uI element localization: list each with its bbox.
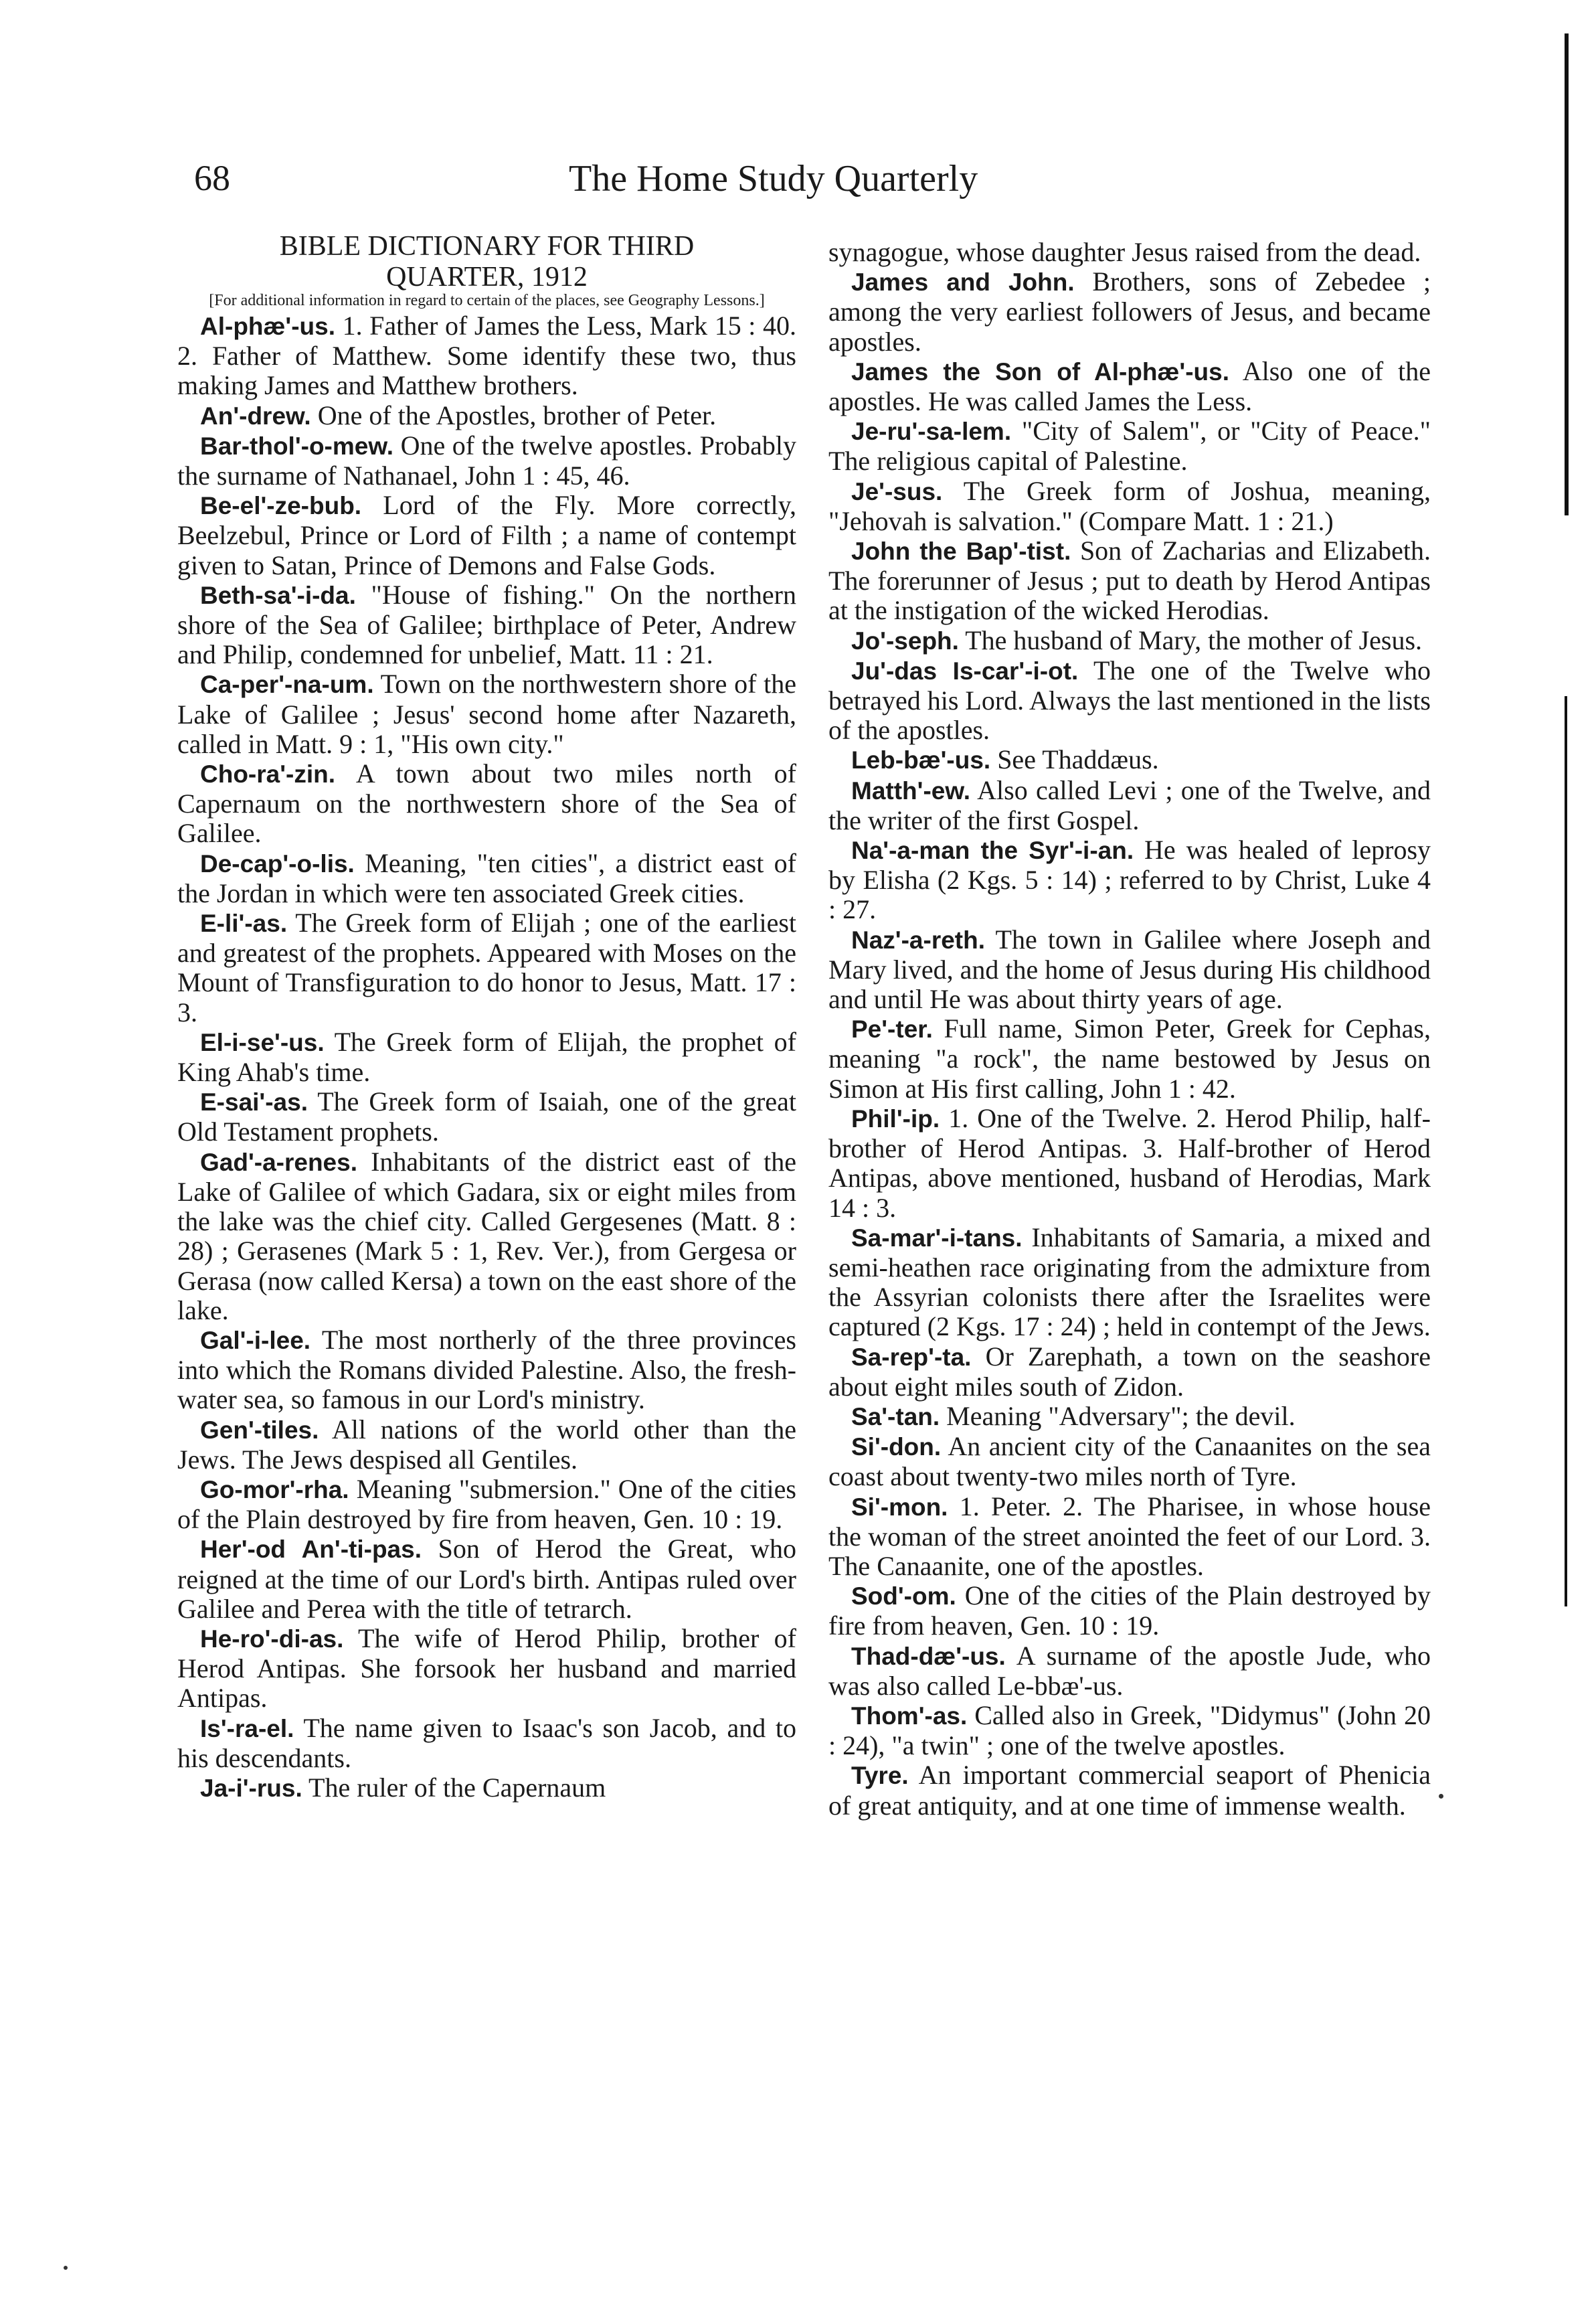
dictionary-entry: [177, 580, 796, 670]
dictionary-entry: [828, 536, 1431, 626]
entry-definition: Son of Zacharias and Elizabeth. The forerunner of Jesus ; put to death by Herod Antipas at the instigation of the wicked Herodias.: [828, 535, 1431, 626]
entry-headword: Pe'-ter.: [851, 1015, 933, 1044]
dictionary-entry: [828, 1701, 1431, 1760]
dictionary-title-line2: QUARTER, 1912: [386, 262, 588, 293]
entry-definition: Town on the northwestern shore of the Lake of Galilee ; Jesus' second home after Nazareth, called in Matt. 9 : 1, "His own city.": [177, 669, 796, 759]
entry-definition: The name given to Isaac's son Jacob, and to his descendants.: [177, 1712, 796, 1773]
dictionary-entry: [177, 1415, 796, 1475]
entry-headword: Thad-dæ'-us.: [851, 1642, 1006, 1670]
entry-definition: The most northerly of the three provinces into which the Romans divided Palestine. Also, the fresh-water sea, so famous in our Lord's ministry.: [177, 1324, 796, 1415]
entry-definition: One of the Apostles, brother of Peter.: [317, 400, 717, 430]
dictionary-entry: [828, 1104, 1431, 1223]
entry-definition: The Greek form of Isaiah, one of the great Old Testament prophets.: [177, 1086, 797, 1147]
dictionary-entry: [177, 1714, 796, 1773]
running-head: The Home Study Quarterly: [569, 158, 978, 199]
entry-headword: Bar-thol'-o-mew.: [200, 432, 394, 460]
right-column: [828, 238, 1431, 1821]
entry-headword: De-cap'-o-lis.: [200, 849, 355, 878]
dictionary-entry: [828, 835, 1431, 925]
entry-definition: 1. Father of James the Less, Mark 15 : 40. 2. Father of Matthew. Some identify these two, thus making James and Matthew brothers.: [177, 311, 796, 401]
entry-definition: The wife of Herod Philip, brother of Herod Antipas. She forsook her husband and married Antipas.: [177, 1623, 796, 1714]
dictionary-entry: [177, 1147, 796, 1325]
dictionary-entry: [828, 656, 1431, 746]
entry-headword: Her'-od An'-ti-pas.: [200, 1536, 422, 1564]
dictionary-entry: [828, 1014, 1431, 1104]
entry-definition: "City of Salem", or "City of Peace." The religious capital of Palestine.: [828, 416, 1431, 477]
entry-definition: 1. Peter. 2. The Pharisee, in whose house the woman of the street anointed the feet of our Lord. 3. The Canaanite, one of the apostles.: [828, 1491, 1431, 1581]
entry-headword: El-i-se'-us.: [200, 1028, 325, 1056]
entry-headword: Je'-sus.: [851, 477, 943, 505]
dictionary-entry: [828, 745, 1431, 775]
entry-headword: Ca-per'-na-um.: [200, 671, 374, 699]
entry-definition: Meaning "submersion." One of the cities of the Plain destroyed by fire from heaven, Gen. 10 : 19.: [177, 1473, 796, 1535]
entry-definition: Inhabitants of the district east of the Lake of Galilee of which Gadara, six or eight miles from the lake was the chief city. Called Gergesenes (Matt. 8 : 28) ; Gerasenes (Mark 5 : 1, Rev. Ver.), from Gergesa or Gerasa (now called Kersa) a town on the east shore of the lake.: [177, 1146, 797, 1325]
dictionary-entry: [177, 311, 796, 401]
entry-headword: Matth'-ew.: [851, 776, 971, 805]
entry-headword: Sa'-tan.: [851, 1402, 940, 1430]
entry-definition: Full name, Simon Peter, Greek for Cephas, meaning "a rock", the name bestowed by Jesus on Simon at His first calling, John 1 : 42.: [828, 1013, 1431, 1104]
dictionary-entry: [177, 1624, 796, 1714]
entry-headword: Go-mor'-rha.: [200, 1475, 349, 1503]
dictionary-entry: [828, 925, 1431, 1015]
left-column: [177, 231, 796, 1803]
entry-definition: An ancient city of the Canaanites on the sea coast about twenty-two miles north of Tyre.: [828, 1431, 1431, 1492]
print-speck: [64, 2266, 68, 2270]
dictionary-entry: [177, 401, 796, 431]
entry-headword: Ju'-das Is-car'-i-ot.: [851, 657, 1079, 685]
entry-headword: John the Bap'-tist.: [851, 537, 1071, 566]
entry-definition: See Thaddæus.: [997, 744, 1159, 775]
entry-definition: Inhabitants of Samaria, a mixed and semi-heathen race originating from the admixture from the Assyrian colonists there after the Israelites were captured (2 Kgs. 17 : 24) ; held in contempt of the Jews.: [828, 1222, 1431, 1342]
dictionary-entry: [177, 491, 796, 580]
page-number: 68: [194, 158, 230, 198]
dictionary-entry: [828, 1342, 1431, 1402]
dictionary-entry: [177, 1027, 796, 1087]
entry-definition: The one of the Twelve who betrayed his Lord. Always the last mentioned in the lists of the apostles.: [828, 655, 1431, 746]
entry-definition: "House of fishing." On the northern shore of the Sea of Galilee; birthplace of Peter, Andrew and Philip, condemned for unbelief, Matt. 11 : 21.: [177, 579, 796, 670]
entry-headword: An'-drew.: [200, 402, 311, 430]
dictionary-entry: [828, 357, 1431, 416]
entry-definition: He was healed of leprosy by Elisha (2 Kgs. 5 : 14) ; referred to by Christ, Luke 4 : 27.: [828, 835, 1431, 925]
entry-headword: James the Son of Al-phæ'-us.: [851, 357, 1229, 386]
entry-definition: The husband of Mary, the mother of Jesus.: [965, 625, 1423, 655]
entry-headword: Phil'-ip.: [851, 1104, 940, 1133]
entry-headword: Leb-bæ'-us.: [851, 746, 991, 774]
entry-definition: The Greek form of Joshua, meaning, "Jehovah is salvation." (Compare Matt. 1 : 21.): [828, 475, 1431, 536]
entry-headword: Tyre.: [851, 1762, 909, 1790]
entry-headword: Naz'-a-reth.: [851, 926, 985, 954]
entry-headword: Jo'-seph.: [851, 627, 959, 655]
dictionary-entry: [828, 1432, 1431, 1491]
dictionary-entry-continued: [828, 238, 1431, 267]
entry-headword: Gad'-a-renes.: [200, 1148, 357, 1176]
entry-headword: Na'-a-man the Syr'-i-an.: [851, 837, 1134, 865]
dictionary-entry: [828, 1223, 1431, 1342]
dictionary-entry: [828, 1402, 1431, 1432]
entry-definition: Son of Herod the Great, who reigned at the time of our Lord's birth. Antipas ruled over Galilee and Perea with the title of tetrarch.: [177, 1533, 797, 1624]
dictionary-entry: [177, 1325, 796, 1415]
entry-definition: One of the twelve apostles. Probably the surname of Nathanael, John 1 : 45, 46.: [177, 430, 797, 491]
entry-definition: Lord of the Fly. More correctly, Beelzebul, Prince or Lord of Filth ; a name of contempt given to Satan, Prince of Demons and False Gods.: [177, 490, 797, 580]
dictionary-entry: [177, 669, 796, 759]
entry-definition: Meaning, "ten cities", a district east of the Jordan in which were ten associated Greek cities.: [177, 847, 797, 908]
entry-definition: 1. One of the Twelve. 2. Herod Philip, half-brother of Herod Antipas. 3. Half-brother of Herod Antipas, above mentioned, husband of Herodias, Mark 14 : 3.: [828, 1102, 1431, 1223]
entry-headword: Ja-i'-rus.: [200, 1774, 302, 1802]
entry-definition: Or Zarephath, a town on the seashore about eight miles south of Zidon.: [828, 1341, 1431, 1402]
entry-definition: synagogue, whose daughter Jesus raised from the dead.: [828, 237, 1421, 267]
entry-headword: Sod'-om.: [851, 1582, 956, 1610]
entry-definition: One of the cities of the Plain destroyed by fire from heaven, Gen. 10 : 19.: [828, 1580, 1431, 1641]
entry-headword: Je-ru'-sa-lem.: [851, 418, 1012, 446]
entry-headword: James and John.: [851, 268, 1075, 297]
entry-definition: The Greek form of Elijah ; one of the earliest and greatest of the prophets. Appeared with Moses on the Mount of Transfiguration to do honor to Jesus, Matt. 17 : 3.: [177, 908, 797, 1027]
entry-definition: The Greek form of Elijah, the prophet of King Ahab's time.: [177, 1026, 796, 1088]
entry-headword: Sa-mar'-i-tans.: [851, 1224, 1023, 1252]
dictionary-entry: [177, 1087, 796, 1147]
page-edge-rule-lower: [1565, 696, 1567, 1606]
entry-headword: Be-el'-ze-bub.: [200, 492, 362, 520]
dictionary-note: [For additional information in regard to certain of the places, see Geography Lessons.]: [209, 292, 765, 309]
dictionary-entry: [828, 776, 1431, 835]
entry-definition: All nations of the world other than the Jews. The Jews despised all Gentiles.: [177, 1414, 797, 1475]
entry-definition: Called also in Greek, "Didymus" (John 20 : 24), "a twin" ; one of the twelve apostles.: [828, 1699, 1431, 1761]
entry-headword: He-ro'-di-as.: [200, 1625, 344, 1653]
entry-definition: Meaning "Adversary"; the devil.: [946, 1400, 1296, 1431]
entry-definition: The ruler of the Capernaum: [308, 1772, 606, 1803]
dictionary-entry: [828, 1492, 1431, 1582]
dictionary-entry: [828, 1760, 1431, 1820]
entry-definition: Also called Levi ; one of the Twelve, and the writer of the first Gospel.: [828, 774, 1431, 835]
dictionary-entry: [828, 1581, 1431, 1641]
entry-headword: E-sai'-as.: [200, 1088, 308, 1116]
dictionary-entry: [177, 759, 796, 849]
dictionary-title-line1: BIBLE DICTIONARY FOR THIRD: [279, 231, 695, 262]
entry-headword: Sa-rep'-ta.: [851, 1343, 972, 1371]
dictionary-entry: [177, 1773, 796, 1803]
dictionary-entry: [177, 849, 796, 908]
entry-headword: Gal'-i-lee.: [200, 1326, 311, 1354]
entry-headword: Cho-ra'-zin.: [200, 760, 336, 789]
entry-headword: Si'-mon.: [851, 1493, 948, 1521]
entry-definition: Also one of the apostles. He was called James the Less.: [828, 355, 1431, 417]
entry-headword: Is'-ra-el.: [200, 1714, 294, 1742]
page-edge-rule: [1565, 33, 1569, 515]
dictionary-entry: [177, 1534, 796, 1624]
dictionary-entry: [828, 267, 1431, 357]
entry-headword: Gen'-tiles.: [200, 1416, 319, 1444]
entry-definition: Brothers, sons of Zebedee ; among the very earliest followers of Jesus, and became apostles.: [828, 266, 1431, 357]
entry-definition: A surname of the apostle Jude, who was also called Le-bbæ'-us.: [828, 1640, 1431, 1701]
entry-headword: Thom'-as.: [851, 1702, 968, 1730]
entry-headword: Si'-don.: [851, 1433, 942, 1461]
dictionary-entry: [177, 431, 796, 491]
entry-headword: Beth-sa'-i-da.: [200, 581, 356, 609]
entry-definition: An important commercial seaport of Phenicia of great antiquity, and at one time of immense wealth.: [828, 1760, 1431, 1821]
dictionary-entry: [828, 477, 1431, 536]
entry-headword: Al-phæ'-us.: [200, 313, 336, 340]
dictionary-entry: [177, 908, 796, 1027]
print-speck: [1439, 1794, 1443, 1799]
entry-headword: E-li'-as.: [200, 910, 288, 938]
dictionary-entry: [177, 1475, 796, 1534]
entry-definition: A town about two miles north of Capernaum on the northwestern shore of the Sea of Galilee.: [177, 758, 796, 849]
dictionary-entry: [828, 1641, 1431, 1701]
dictionary-entry: [828, 416, 1431, 476]
dictionary-entry: [828, 626, 1431, 656]
entry-definition: The town in Galilee where Joseph and Mary lived, and the home of Jesus during His childhood and until He was about thirty years of age.: [828, 924, 1431, 1015]
